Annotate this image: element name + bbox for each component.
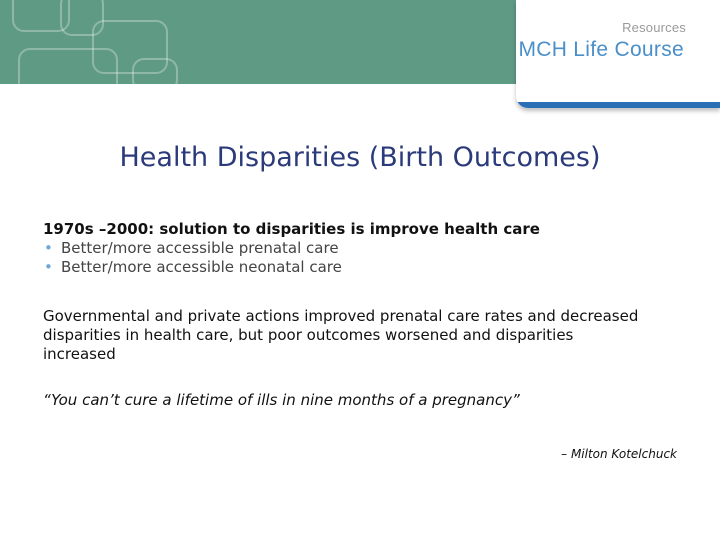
bullet-list (43, 239, 683, 277)
bullet-icon: • (44, 258, 53, 276)
decorative-rounded-square (60, 0, 104, 36)
bullet-item (43, 258, 683, 277)
bullet-item (43, 239, 683, 258)
decorative-rounded-square (18, 48, 118, 84)
slide-body (43, 220, 683, 410)
quote-text: “You can’t cure a lifetime of ills in nine months of a pregnancy” (43, 391, 520, 409)
section-heading: 1970s –2000: solution to disparities is improve health care (43, 220, 540, 238)
label-accent-bar (516, 102, 720, 108)
bullet-icon: • (44, 239, 53, 257)
quote-attribution: – Milton Kotelchuck (561, 447, 677, 461)
resources-label: Resources (622, 20, 686, 35)
bullet-text: Better/more accessible prenatal care (61, 239, 339, 257)
slide-title: Health Disparities (Birth Outcomes) (119, 142, 601, 173)
program-label-box (516, 0, 720, 108)
decorative-rounded-square (132, 58, 178, 84)
program-label: MCH Life Course (518, 38, 684, 61)
body-paragraph: Governmental and private actions improved prenatal care rates and decreased disparities in health care, but poor outcomes worsened and disparities increased (43, 307, 639, 363)
bullet-text: Better/more accessible neonatal care (61, 258, 342, 276)
